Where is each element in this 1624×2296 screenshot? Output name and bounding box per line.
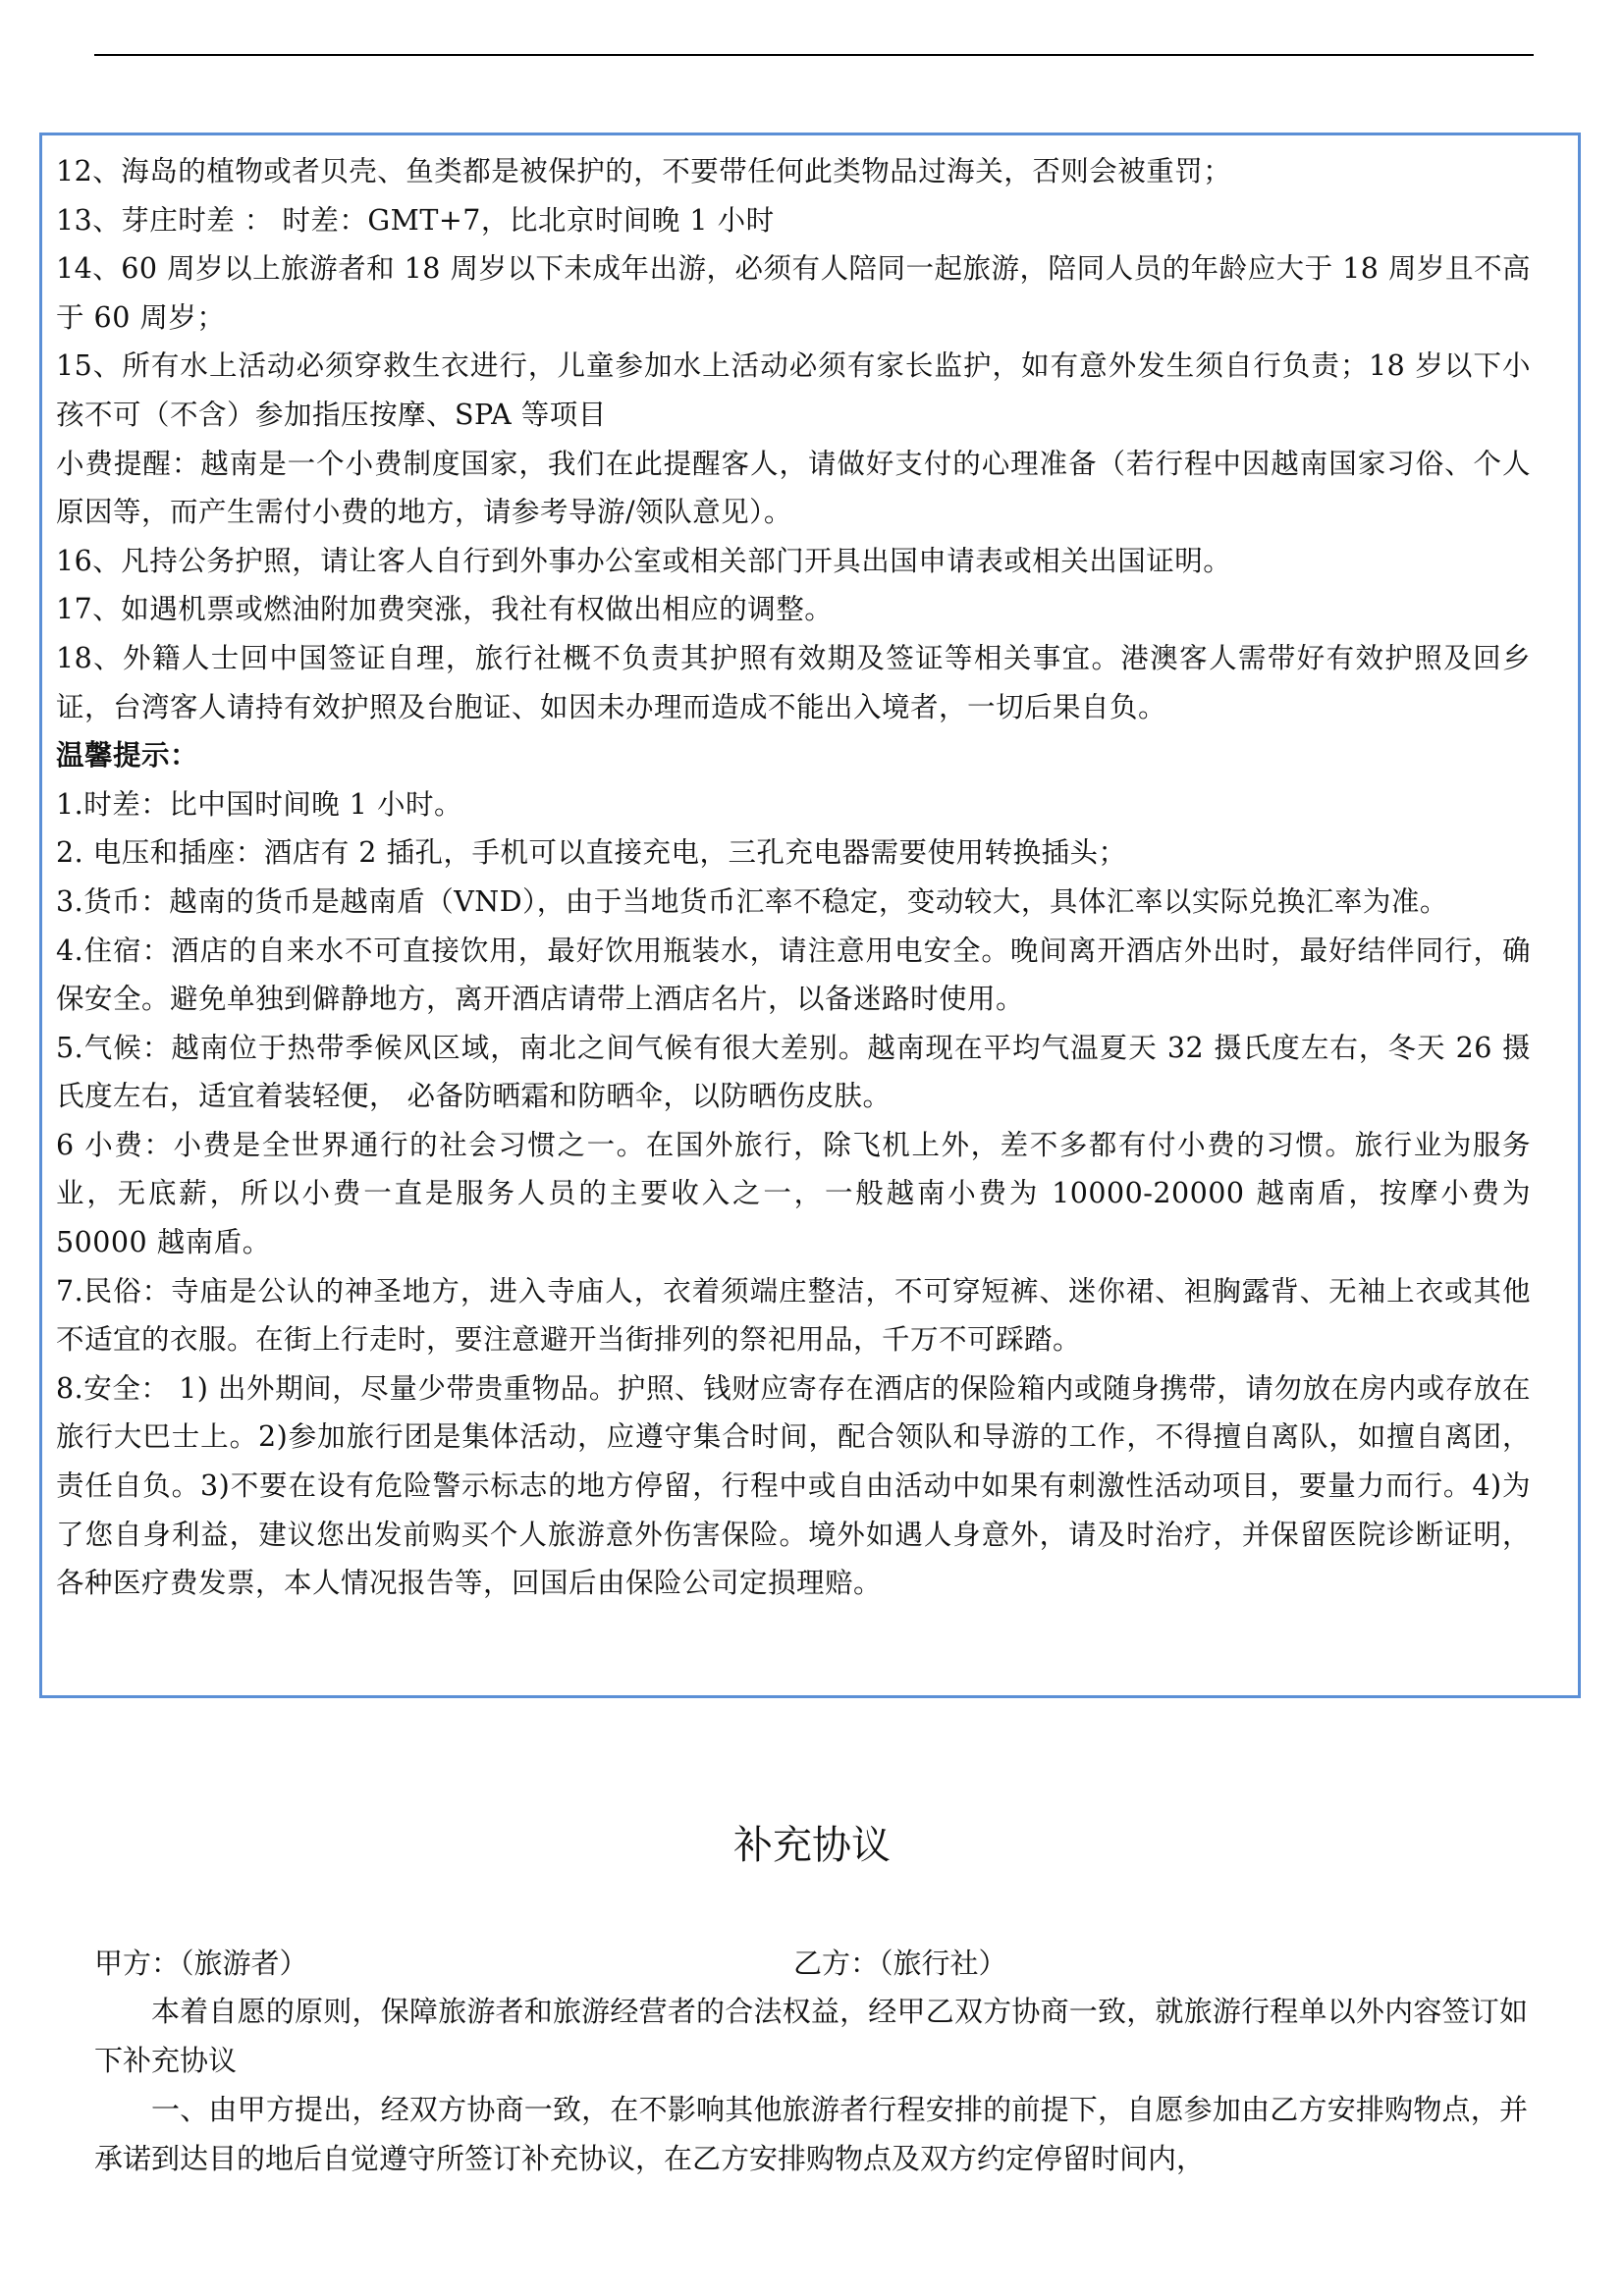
tip-safety: 8.安全： 1) 出外期间，尽量少带贵重物品。护照、钱财应寄存在酒店的保险箱内或随身携带，请勿放在房内或存放在旅行大巴士上。2)参加旅行团是集体活动，应遵守集合时间，配合领队和导游的工作，不得擅自离队，如擅自离团，责任自负。3)不要在设有危险警示标志的地方停留，行程中或自由活动中如果有刺激性活动项目，要量力而行。4)为了您自身利益，建议您出发前购买个人旅游意外伤害保险。境外如遇人身意外，请及时治疗，并保留医院诊断证明，各种医疗费发票，本人情况报告等，回国后由保险公司定损理赔。: [56, 1371, 1531, 1600]
notice-item-15: 15、所有水上活动必须穿救生衣进行，儿童参加水上活动必须有家长监护，如有意外发生须自行负责；18 岁以下小孩不可（不含）参加指压按摩、SPA 等项目: [56, 349, 1531, 431]
notice-item-12: 12、海岛的植物或者贝壳、鱼类都是被保护的，不要带任何此类物品过海关，否则会被重罚；: [56, 155, 1232, 187]
notice-item-18: 18、外籍人士回中国签证自理，旅行社概不负责其护照有效期及签证等相关事宜。港澳客人需带好有效护照及回乡证，台湾客人请持有效护照及台胞证、如因未办理而造成不能出入境者，一切后果自负。: [56, 641, 1531, 723]
agreement-paragraph: 本着自愿的原则，保障旅游者和旅游经营者的合法权益，经甲乙双方协商一致，就旅游行程单以外内容签订如下补充协议: [94, 1995, 1528, 2077]
notice-box: [39, 133, 1581, 1698]
tip-climate: 5.气候：越南位于热带季候风区域，南北之间气候有很大差别。越南现在平均气温夏天 32 摄氏度左右，冬天 26 摄氏度左右，适宜着装轻便， 必备防晒霜和防晒伞，以防晒伤皮肤。: [56, 1031, 1531, 1113]
agreement-title: 补充协议: [733, 1823, 891, 1868]
tip-customs: 7.民俗：寺庙是公认的神圣地方，进入寺庙人，衣着须端庄整洁，不可穿短裤、迷你裙、袒胸露背、无袖上衣或其他不适宜的衣服。在街上行走时，要注意避开当街排列的祭祀用品，千万不可踩踏。: [56, 1274, 1531, 1357]
notice-item-13: 13、芽庄时差 ： 时差：GMT+7，比北京时间晚 1 小时: [56, 203, 775, 237]
tip-currency: 3.货币：越南的货币是越南盾（VND），由于当地货币汇率不稳定，变动较大，具体汇率以实际兑换汇率为准。: [56, 884, 1448, 918]
agreement-parties: [94, 1939, 1538, 1988]
notice-item-16: 16、凡持公务护照，请让客人自行到外事办公室或相关部门开具出国申请表或相关出国证明。: [56, 544, 1232, 577]
tip-time-difference: 1.时差：比中国时间晚 1 小时。: [56, 787, 462, 821]
header-rule: [94, 54, 1534, 56]
party-b-label: 乙方：（旅行社）: [793, 1947, 1007, 1980]
party-a-label: 甲方：（旅游者）: [94, 1947, 308, 1980]
notice-item-14: 14、60 周岁以上旅游者和 18 周岁以下未成年出游，必须有人陪同一起旅游，陪同人员的年龄应大于 18 周岁且不高于 60 周岁；: [56, 252, 1531, 334]
tip-accommodation: 4.住宿：酒店的自来水不可直接饮用，最好饮用瓶装水，请注意用电安全。晚间离开酒店外出时，最好结伴同行，确保安全。避免单独到僻静地方，离开酒店请带上酒店名片，以备迷路时使用。: [56, 934, 1531, 1016]
notice-item-17: 17、如遇机票或燃油附加费突涨，我社有权做出相应的调整。: [56, 593, 834, 626]
notice-tipping-reminder: 小费提醒：越南是一个小费制度国家，我们在此提醒客人，请做好支付的心理准备（若行程中因越南国家习俗、个人原因等，而产生需付小费的地方，请参考导游/领队意见）。: [56, 447, 1531, 529]
agreement-body: [94, 1987, 1528, 2183]
tip-voltage: 2. 电压和插座：酒店有 2 插孔，手机可以直接充电，三孔充电器需要使用转换插头；: [56, 836, 1127, 870]
tips-heading: 温馨提示：: [56, 738, 199, 773]
tip-tipping: 6 小费：小费是全世界通行的社会习惯之一。在国外旅行，除飞机上外，差不多都有付小费的习惯。旅行业为服务业，无底薪，所以小费一直是服务人员的主要收入之一，一般越南小费为 10000-20000 越南盾，按摩小费为 50000 越南盾。: [56, 1128, 1531, 1259]
agreement-paragraph: 一、由甲方提出，经双方协商一致，在不影响其他旅游者行程安排的前提下，自愿参加由乙方安排购物点，并承诺到达目的地后自觉遵守所签订补充协议，在乙方安排购物点及双方约定停留时间内，: [94, 2093, 1528, 2175]
